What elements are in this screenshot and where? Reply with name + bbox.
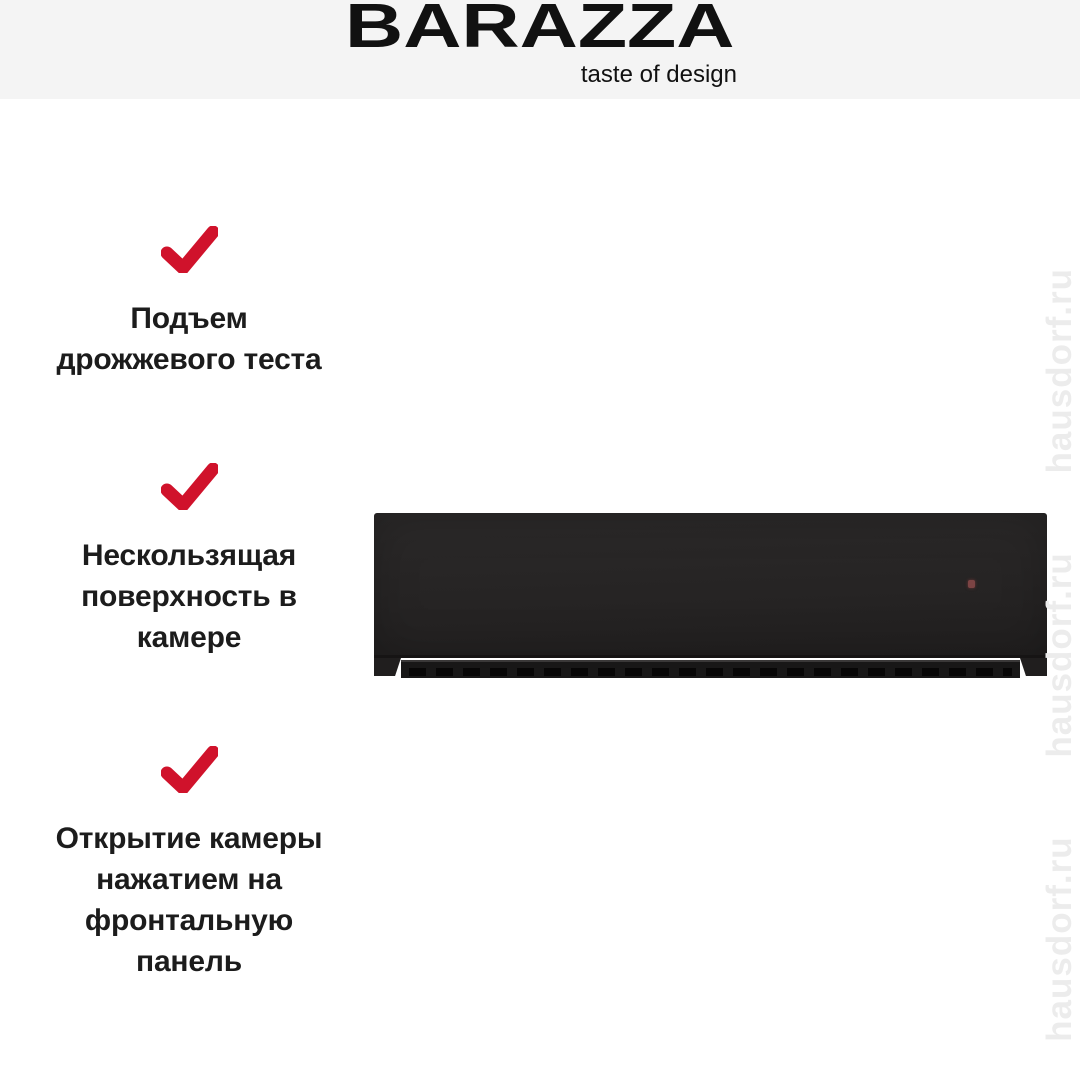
feature-text xyxy=(56,818,323,982)
check-icon xyxy=(161,746,218,793)
watermark-repeat: hausdorf.ru xyxy=(1040,268,1079,474)
watermark-repeat: hausdorf.ru xyxy=(1040,836,1079,1042)
warming-drawer-image xyxy=(374,513,1047,678)
check-icon xyxy=(161,463,218,510)
feature-text xyxy=(56,298,321,380)
vent-slots xyxy=(409,668,1012,676)
brand-logo: BARAZZA xyxy=(345,0,735,61)
led-indicator xyxy=(968,580,975,588)
vent-grille xyxy=(374,658,1047,678)
feature-text-line: Подъем xyxy=(130,302,248,335)
feature-item-dough xyxy=(28,226,350,380)
vent-strip xyxy=(401,660,1020,678)
watermark-text xyxy=(1042,268,1078,1042)
watermark-repeat: hausdorf.ru xyxy=(1040,552,1079,758)
check-icon xyxy=(161,226,218,273)
appliance-front-panel xyxy=(374,513,1047,658)
feature-text-line: поверхность в xyxy=(81,580,297,613)
brand-tagline: taste of design xyxy=(580,61,737,88)
feature-item-opening xyxy=(28,746,350,982)
feature-text-line: нажатием на xyxy=(96,863,282,896)
feature-text-line: панель xyxy=(136,945,242,978)
feature-text-line: фронтальную xyxy=(84,904,294,937)
feature-text xyxy=(81,535,297,658)
feature-text-line: Нескользящая xyxy=(81,539,297,572)
feature-item-surface xyxy=(28,463,350,658)
feature-text-line: камере xyxy=(136,621,242,654)
panel-foot-left xyxy=(374,658,401,676)
feature-text-line: дрожжевого теста xyxy=(56,343,322,376)
feature-text-line: Открытие камеры xyxy=(55,822,323,855)
